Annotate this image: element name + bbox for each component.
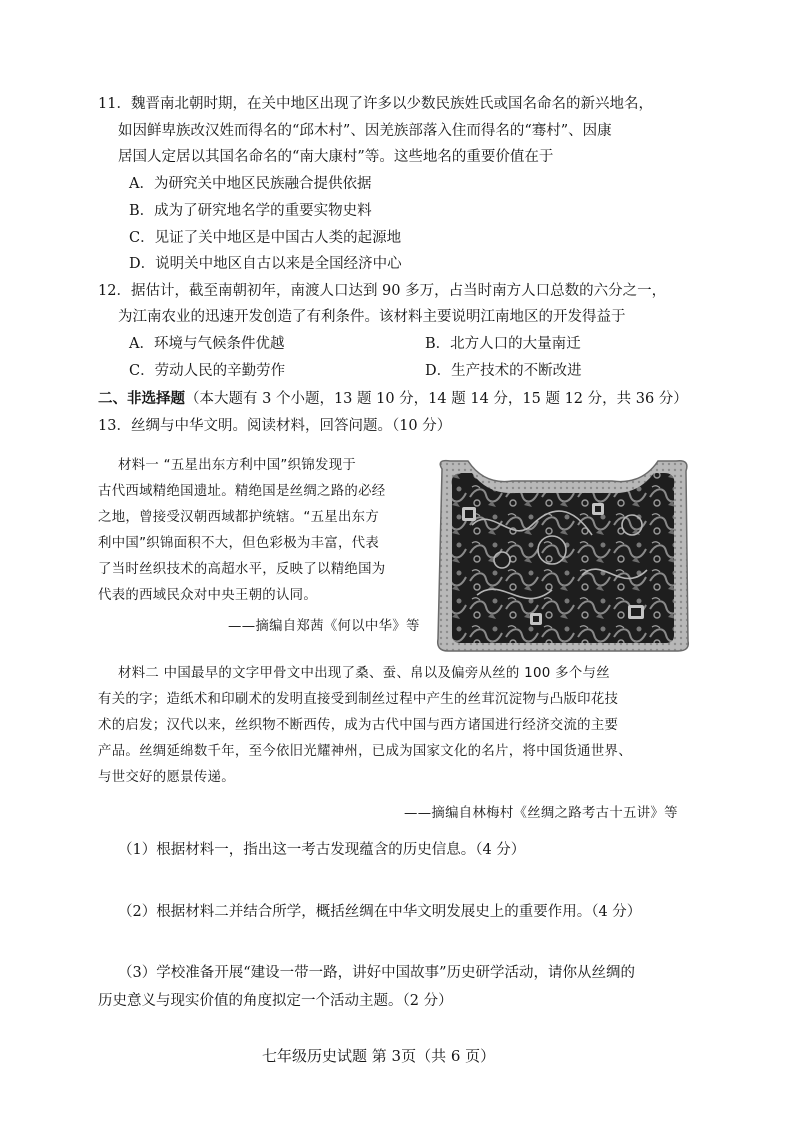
material2-source: ——摘编自林梅村《丝绸之路考古十五讲》等: [404, 806, 678, 821]
q13-sub1: （1）根据材料一，指出这一考古发现蕴含的历史信息。（4 分）: [118, 842, 526, 858]
material1-line3: 之地，曾接受汉朝西域都护统辖。“五星出东方: [98, 510, 380, 525]
q12-option-c: C．劳动人民的辛勤劳作: [129, 363, 286, 379]
q11-option-a: A．为研究关中地区民族融合提供依据: [129, 176, 372, 192]
q12-stem-line1: 12．据估计，截至南朝初年，南渡人口达到 90 多万，占当时南方人口总数的六分之一，: [98, 283, 667, 299]
material1-line4: 利中国”织锦面积不大，但色彩极为丰富，代表: [98, 536, 380, 551]
material1-line2: 古代西域精绝国遗址。精绝国是丝绸之路的必经: [98, 484, 386, 499]
material2-line4: 产品。丝绸延绵数千年，至今依旧光耀神州，已成为国家文化的名片，将中国货通世界、: [98, 744, 632, 759]
material2-line1: 材料二 中国最早的文字甲骨文中出现了桑、蚕、帛以及偏旁从丝的 100 多个与丝: [118, 666, 610, 681]
q13-sub3-line1: （3）学校准备开展“建设一带一路，讲好中国故事”历史研学活动，请你从丝绸的: [118, 965, 636, 981]
material2-line5: 与世交好的愿景传递。: [98, 770, 235, 785]
q13-sub2: （2）根据材料二并结合所学，概括丝绸在中华文明发展史上的重要作用。（4 分）: [118, 904, 642, 920]
q12-option-a: A．环境与气候条件优越: [129, 336, 285, 352]
material1-line6: 代表的西域民众对中央王朝的认同。: [98, 588, 318, 603]
q11-option-d: D．说明关中地区自古以来是全国经济中心: [129, 256, 402, 272]
section2-header: [98, 389, 688, 409]
q11-stem-line2: 如因鲜卑族改汉姓而得名的“邱木村”、因羌族部落入住而得名的“骞村”、因康: [118, 123, 612, 139]
material1-source: ——摘编自郑茜《何以中华》等: [228, 619, 420, 634]
q11-option-c: C．见证了关中地区是中国古人类的起源地: [129, 230, 402, 246]
q12-option-d: D．生产技术的不断改进: [425, 363, 582, 379]
q12-option-b: B．北方人口的大量南迁: [425, 336, 581, 352]
page-footer: 七年级历史试题 第 3页（共 6 页）: [262, 1047, 496, 1065]
material1-line5: 了当时丝织技术的高超水平，反映了以精绝国为: [98, 562, 386, 577]
q13-sub3-line2: 历史意义与现实价值的角度拟定一个活动主题。（2 分）: [98, 993, 453, 1009]
q12-stem-line2: 为江南农业的迅速开发创造了有利条件。该材料主要说明江南地区的开发得益于: [118, 309, 626, 325]
q13-stem: 13．丝绸与中华文明。阅读材料，回答问题。（10 分）: [98, 418, 452, 434]
silk-brocade-image: [432, 455, 694, 655]
section2-note: （本大题有 3 个小题，13 题 10 分，14 题 14 分，15 题 12 分，共 36 分）: [185, 391, 688, 407]
material2-line3: 术的启发；汉代以来，丝织物不断西传，成为古代中国与西方诸国进行经济交流的主要: [98, 718, 619, 733]
material1-line1: 材料一 “五星出东方利中国”织锦发现于: [118, 458, 357, 473]
q11-stem-line1: 11．魏晋南北朝时期，在关中地区出现了许多以少数民族姓氏或国名命名的新兴地名，: [98, 96, 653, 112]
q11-stem-line3: 居国人定居以其国名命名的“南大康村”等。这些地名的重要价值在于: [118, 149, 554, 165]
material2-line2: 有关的字；造纸术和印刷术的发明直接受到制丝过程中产生的丝茸沉淀物与凸版印花技: [98, 692, 619, 707]
section2-title: 二、非选择题: [98, 390, 185, 407]
q11-option-b: B．成为了研究地名学的重要实物史料: [129, 203, 372, 219]
